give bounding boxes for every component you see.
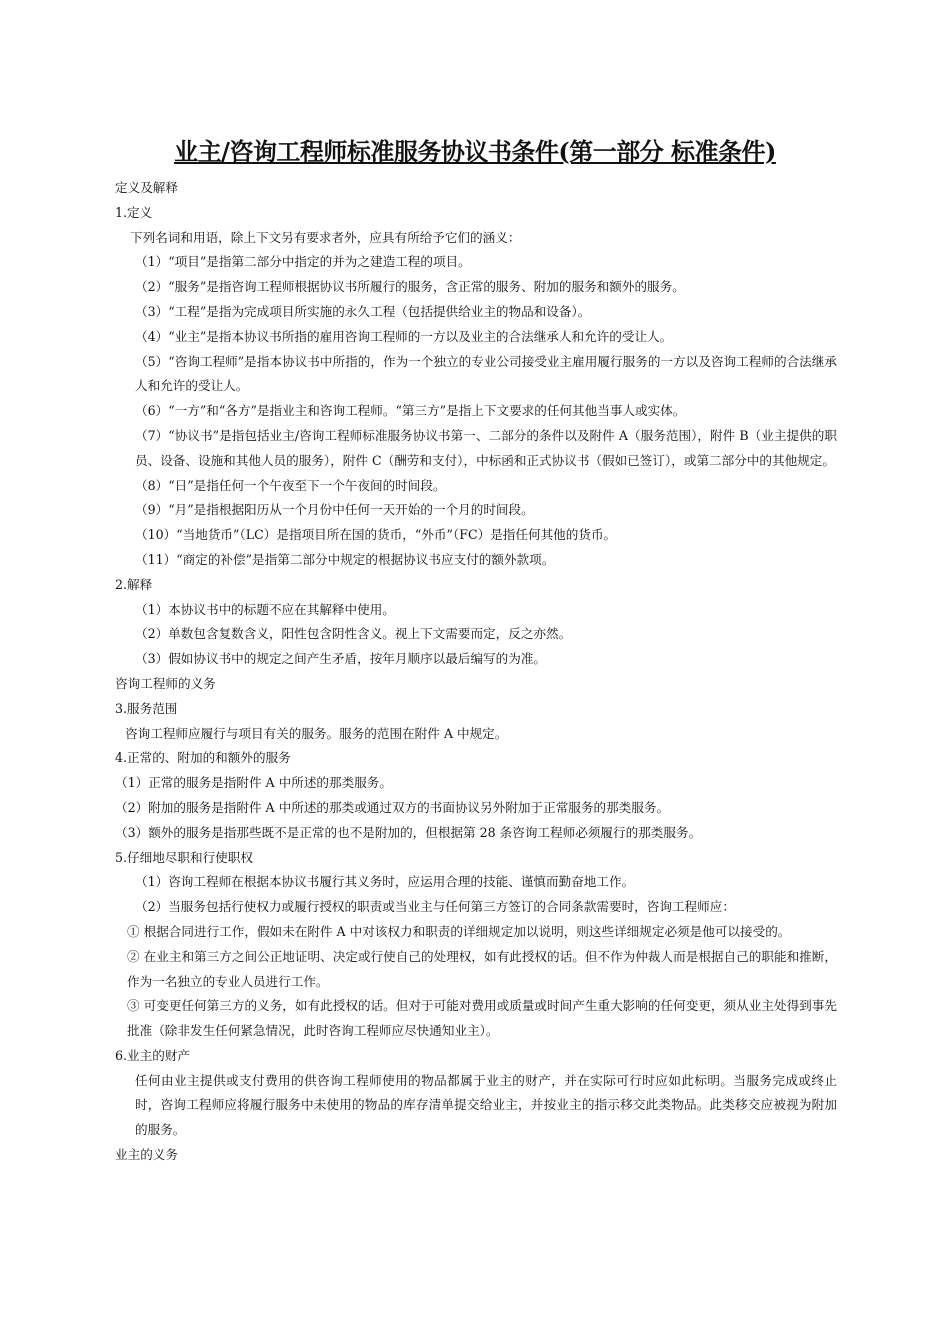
paragraph: 4.正常的、附加的和额外的服务 <box>115 750 291 766</box>
paragraph: 3.服务范围 <box>115 700 178 716</box>
document-body <box>115 176 837 1168</box>
paragraph: （2）单数包含复数含义，阳性包含阴性含义。视上下文需要而定，反之亦然。 <box>135 626 572 642</box>
paragraph: 任何由业主提供或支付费用的供咨询工程师使用的物品都属于业主的财产，并在实际可行时应如此标明。当服务完成或终止时，咨询工程师应将履行服务中未使用的物品的库存清单提交给业主，并按业主的指示移交此类物品。此类移交应被视为附加的服务。 <box>135 1072 837 1138</box>
paragraph: （1）咨询工程师在根据本协议书履行其义务时，应运用合理的技能、谨慎而勤奋地工作。 <box>135 874 635 890</box>
paragraph: （2）附加的服务是指附件 A 中所述的那类或通过双方的书面协议另外附加于正常服务的那类服务。 <box>115 799 670 815</box>
paragraph: 2.解释 <box>115 576 153 592</box>
paragraph: 业主的义务 <box>115 1147 178 1163</box>
paragraph: 定义及解释 <box>115 180 178 195</box>
paragraph: 5.仔细地尽职和行使职权 <box>115 849 253 865</box>
paragraph: 咨询工程师应履行与项目有关的服务。服务的范围在附件 A 中规定。 <box>125 725 508 741</box>
paragraph: （4）“业主”是指本协议书所指的雇用咨询工程师的一方以及业主的合法继承人和允许的受让人。 <box>135 328 673 344</box>
paragraph: （3）假如协议书中的规定之间产生矛盾，按年月顺序以最后编写的为准。 <box>135 651 547 667</box>
paragraph: （11）“商定的补偿”是指第二部分中规定的根据协议书应支付的额外款项。 <box>135 551 555 567</box>
paragraph: （6）“一方”和“各方”是指业主和咨询工程师。“第三方”是指上下文要求的任何其他当事人或实体。 <box>135 403 686 419</box>
paragraph: （1）本协议书中的标题不应在其解释中使用。 <box>135 601 395 617</box>
paragraph: ① 根据合同进行工作，假如未在附件 A 中对该权力和职责的详细规定加以说明，则这些详细规定必须是他可以接受的。 <box>127 923 791 939</box>
paragraph: （9）“月”是指根据阳历从一个月份中任何一天开始的一个月的时间段。 <box>135 502 534 518</box>
paragraph: （8）“日”是指任何一个午夜至下一个午夜间的时间段。 <box>135 477 446 493</box>
paragraph: （3）额外的服务是指那些既不是正常的也不是附加的，但根据第 28 条咨询工程师必须履行的那类服务。 <box>115 824 702 840</box>
paragraph: 1.定义 <box>115 204 153 220</box>
paragraph: （1）正常的服务是指附件 A 中所述的那类服务。 <box>115 775 392 791</box>
paragraph: （10）“当地货币”（LC）是指项目所在国的货币，“外币”（FC）是指任何其他的货币。 <box>135 527 617 543</box>
paragraph: 下列名词和用语，除上下文另有要求者外，应具有所给予它们的涵义： <box>130 229 521 245</box>
paragraph: （5）“咨询工程师”是指本协议书中所指的，作为一个独立的专业公司接受业主雇用履行服务的一方以及咨询工程师的合法继承人和允许的受让人。 <box>135 353 837 394</box>
paragraph: 咨询工程师的义务 <box>115 675 216 691</box>
paragraph: ③ 可变更任何第三方的义务，如有此授权的话。但对于可能对费用或质量或时间产生重大影响的任何变更，须从业主处得到事先批准（除非发生任何紧急情况，此时咨询工程师应尽快通知业主）。 <box>127 998 837 1039</box>
paragraph: 6.业主的财产 <box>115 1047 190 1063</box>
paragraph: （1）“项目”是指第二部分中指定的并为之建造工程的项目。 <box>135 254 471 270</box>
paragraph: （7）“协议书”是指包括业主/咨询工程师标准服务协议书第一、二部分的条件以及附件 A（服务范围），附件 B（业主提供的职员、设备、设施和其他人员的服务），附件 C（酬劳和支付），中标函和正式协议书（假如已签订），或第二部分中的其他规定。 <box>135 427 837 468</box>
paragraph: （2）当服务包括行使权力或履行授权的职责或当业主与任何第三方签订的合同条款需要时，咨询工程师应： <box>135 899 735 915</box>
paragraph: ② 在业主和第三方之间公正地证明、决定或行使自己的处理权，如有此授权的话。但不作为仲裁人而是根据自己的职能和推断，作为一名独立的专业人员进行工作。 <box>127 948 837 989</box>
paragraph: （3）“工程”是指为完成项目所实施的永久工程（包括提供给业主的物品和设备）。 <box>135 303 591 319</box>
document-title: 业主/咨询工程师标准服务协议书条件(第一部分 标准条件) <box>174 137 776 166</box>
paragraph: （2）“服务”是指咨询工程师根据协议书所履行的服务，含正常的服务、附加的服务和额外的服务。 <box>135 279 685 295</box>
